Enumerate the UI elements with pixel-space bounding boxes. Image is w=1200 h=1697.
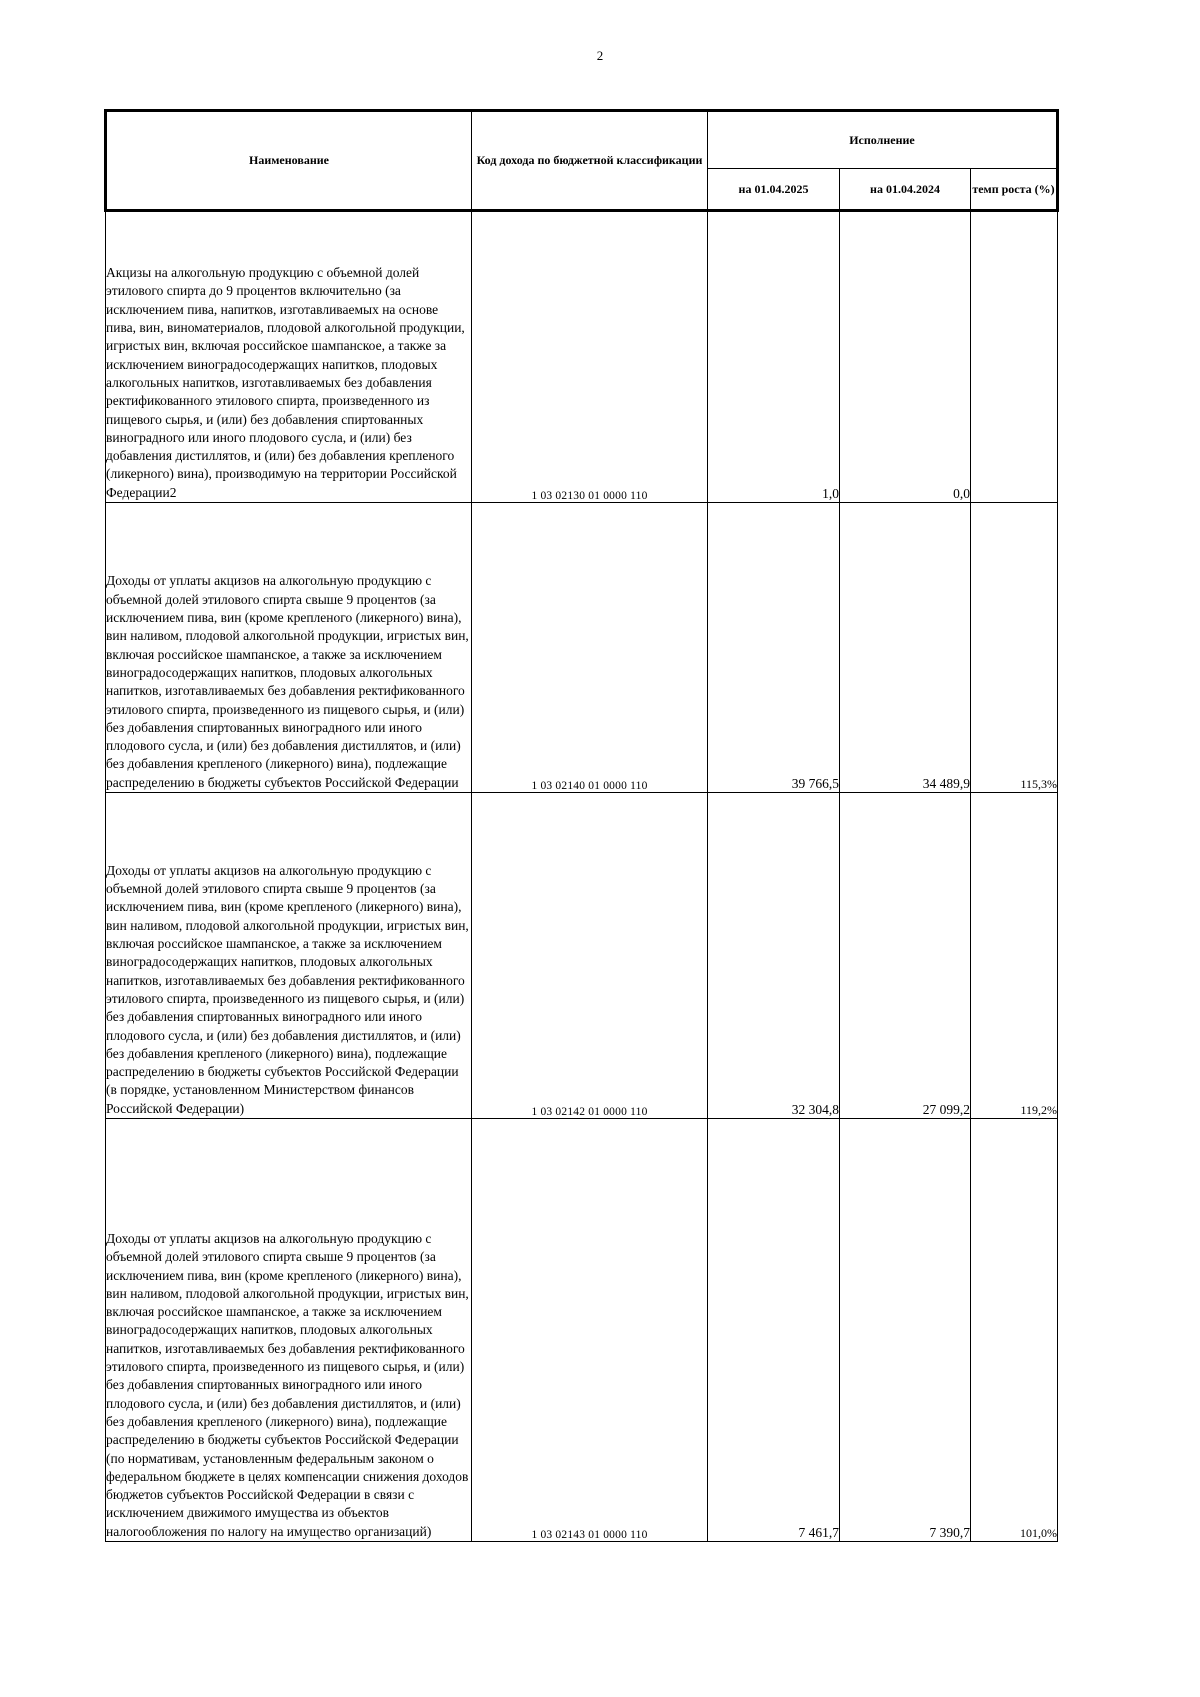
row-value-2024: 7 390,7 [840, 1119, 971, 1542]
row-value-2025: 39 766,5 [708, 503, 840, 793]
row-growth: 101,0% [971, 1119, 1058, 1542]
row-value-2025: 1,0 [708, 211, 840, 503]
row-growth: 115,3% [971, 503, 1058, 793]
row-code: 1 03 02140 01 0000 110 [472, 503, 708, 793]
header-name: Наименование [106, 111, 472, 211]
table-row [106, 211, 1058, 503]
row-name: Доходы от уплаты акцизов на алкогольную продукцию с объемной долей этилового спирта свыше 9 процентов (за исключением пива, вин (кроме крепленого (ликерного) вина), вин наливом, плодовой алкогольной продукции, игристых вин, включая российское шампанское, а также за исключением виноградосодержащих напитков, плодовых алкогольных напитков, изготавливаемых без добавления ректификованного этилового спирта, произведенного из пищевого сырья, и (или) без добавления спиртованных виноградного или иного плодового сусла, и (или) без добавления дистиллятов, и (или) без добавления крепленого (ликерного) вина), подлежащие распределению в бюджеты субъектов Российской Федерации [106, 503, 472, 793]
page-number: 2 [596, 48, 604, 63]
row-growth: 119,2% [971, 793, 1058, 1119]
row-growth [971, 211, 1058, 503]
header-date-2024: на 01.04.2024 [840, 169, 971, 211]
row-name: Доходы от уплаты акцизов на алкогольную продукцию с объемной долей этилового спирта свыше 9 процентов (за исключением пива, вин (кроме крепленого (ликерного) вина), вин наливом, плодовой алкогольной продукции, игристых вин, включая российское шампанское, а также за исключением виноградосодержащих напитков, плодовых алкогольных напитков, изготавливаемых без добавления ректификованного этилового спирта, произведенного из пищевого сырья, и (или) без добавления спиртованных виноградного или иного плодового сусла, и (или) без добавления дистиллятов, и (или) без добавления крепленого (ликерного) вина), подлежащие распределению в бюджеты субъектов Российской Федерации (по нормативам, установленным федеральным законом о федеральном бюджете в целях компенсации снижения доходов бюджетов субъектов Российской Федерации в связи с исключением движимого имущества из объектов налогообложения по налогу на имущество организаций) [106, 1119, 472, 1542]
row-code: 1 03 02130 01 0000 110 [472, 211, 708, 503]
row-value-2025: 32 304,8 [708, 793, 840, 1119]
table-row [106, 1119, 1058, 1542]
header-date-2025: на 01.04.2025 [708, 169, 840, 211]
table-row [106, 793, 1058, 1119]
row-name: Акцизы на алкогольную продукцию с объемной долей этилового спирта до 9 процентов включительно (за исключением пива, напитков, изготавливаемых на основе пива, вин, виноматериалов, плодовой алкогольной продукции, игристых вин, включая российское шампанское, а также за исключением виноградосодержащих напитков, плодовых алкогольных напитков, изготавливаемых без добавления ректификованного этилового спирта, произведенного из пищевого сырья, и (или) без добавления спиртованных виноградного или иного плодового сусла, и (или) без добавления дистиллятов, и (или) без добавления крепленого (ликерного) вина), производимую на территории Российской Федерации2 [106, 211, 472, 503]
row-value-2024: 0,0 [840, 211, 971, 503]
row-code: 1 03 02143 01 0000 110 [472, 1119, 708, 1542]
header-execution: Исполнение [708, 111, 1058, 169]
row-code: 1 03 02142 01 0000 110 [472, 793, 708, 1119]
header-code: Код дохода по бюджетной классификации [472, 111, 708, 211]
revenue-table [104, 109, 1059, 1542]
row-value-2024: 34 489,9 [840, 503, 971, 793]
row-name: Доходы от уплаты акцизов на алкогольную продукцию с объемной долей этилового спирта свыше 9 процентов (за исключением пива, вин (кроме крепленого (ликерного) вина), вин наливом, плодовой алкогольной продукции, игристых вин, включая российское шампанское, а также за исключением виноградосодержащих напитков, плодовых алкогольных напитков, изготавливаемых без добавления ректификованного этилового спирта, произведенного из пищевого сырья, и (или) без добавления спиртованных виноградного или иного плодового сусла, и (или) без добавления дистиллятов, и (или) без добавления крепленого (ликерного) вина), подлежащие распределению в бюджеты субъектов Российской Федерации (в порядке, установленном Министерством финансов Российской Федерации) [106, 793, 472, 1119]
header-growth: темп роста (%) [971, 169, 1058, 211]
row-value-2024: 27 099,2 [840, 793, 971, 1119]
row-value-2025: 7 461,7 [708, 1119, 840, 1542]
table-row [106, 503, 1058, 793]
